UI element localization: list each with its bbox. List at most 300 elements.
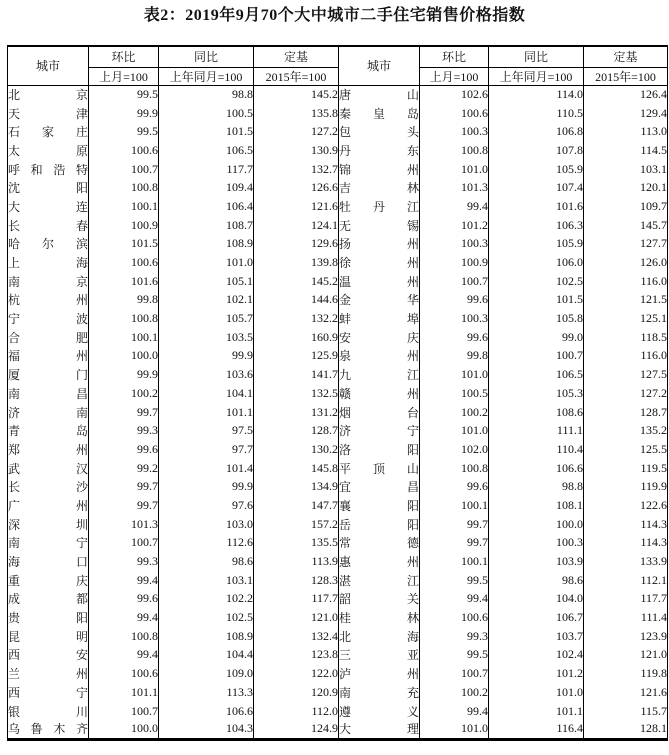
- yoy-cell: 106.6: [159, 702, 254, 721]
- yoy-cell: 100.0: [489, 515, 584, 534]
- city-cell: [339, 720, 420, 739]
- city-name: 广州: [8, 498, 88, 513]
- base-cell: 135.8: [254, 104, 339, 123]
- header-yoy-right: 同比: [489, 46, 584, 67]
- city-cell: [339, 253, 420, 272]
- city-cell: [8, 235, 89, 254]
- city-name: 成都: [8, 592, 88, 607]
- city-cell: [8, 571, 89, 590]
- base-cell: 109.7: [584, 197, 668, 216]
- table-row: [8, 571, 668, 590]
- table-row: [8, 328, 668, 347]
- mom-cell: 101.0: [420, 365, 489, 384]
- mom-cell: 99.7: [89, 403, 159, 422]
- yoy-cell: 105.3: [489, 384, 584, 403]
- yoy-cell: 101.1: [489, 702, 584, 721]
- base-cell: 128.3: [254, 571, 339, 590]
- base-cell: 114.5: [584, 141, 668, 160]
- table-row: [8, 590, 668, 609]
- yoy-cell: 109.0: [159, 664, 254, 683]
- base-cell: 123.8: [254, 646, 339, 665]
- yoy-cell: 114.0: [489, 85, 584, 104]
- city-name: 岳阳: [339, 517, 419, 532]
- yoy-cell: 97.7: [159, 440, 254, 459]
- city-name: 西安: [8, 648, 88, 663]
- city-name: 宁波: [8, 312, 88, 327]
- yoy-cell: 97.5: [159, 421, 254, 440]
- mom-cell: 101.2: [420, 216, 489, 235]
- city-name: 天津: [8, 106, 88, 121]
- base-cell: 132.5: [254, 384, 339, 403]
- yoy-cell: 98.6: [159, 552, 254, 571]
- mom-cell: 101.5: [89, 235, 159, 254]
- base-cell: 129.4: [584, 104, 668, 123]
- mom-cell: 100.3: [420, 235, 489, 254]
- city-name: 海口: [8, 555, 88, 570]
- base-cell: 121.0: [254, 608, 339, 627]
- city-cell: [339, 178, 420, 197]
- mom-cell: 100.7: [89, 534, 159, 553]
- subheader-base-right: 2015年=100: [584, 67, 668, 85]
- table-row: [8, 309, 668, 328]
- city-cell: [8, 459, 89, 478]
- yoy-cell: 101.1: [159, 403, 254, 422]
- base-cell: 145.7: [584, 216, 668, 235]
- city-name: 包头: [339, 125, 419, 140]
- base-cell: 113.0: [584, 122, 668, 141]
- base-cell: 135.5: [254, 534, 339, 553]
- table-row: [8, 216, 668, 235]
- city-name: 杭州: [8, 293, 88, 308]
- mom-cell: 100.8: [420, 141, 489, 160]
- table-row: [8, 272, 668, 291]
- mom-cell: 101.6: [89, 272, 159, 291]
- mom-cell: 101.1: [89, 683, 159, 702]
- mom-cell: 99.4: [420, 197, 489, 216]
- base-cell: 112.0: [254, 702, 339, 721]
- mom-cell: 100.2: [420, 403, 489, 422]
- city-cell: [8, 421, 89, 440]
- city-name: 唐山: [339, 88, 419, 103]
- base-cell: 124.9: [254, 720, 339, 739]
- city-name: 南充: [339, 685, 419, 700]
- yoy-cell: 106.7: [489, 608, 584, 627]
- table-row: [8, 646, 668, 665]
- mom-cell: 100.2: [89, 384, 159, 403]
- mom-cell: 100.8: [89, 178, 159, 197]
- table-row: [8, 178, 668, 197]
- yoy-cell: 102.4: [489, 646, 584, 665]
- base-cell: 111.4: [584, 608, 668, 627]
- city-cell: [8, 608, 89, 627]
- mom-cell: 100.7: [89, 702, 159, 721]
- city-name: 武汉: [8, 461, 88, 476]
- yoy-cell: 100.5: [159, 104, 254, 123]
- mom-cell: 100.2: [420, 683, 489, 702]
- mom-cell: 100.3: [420, 309, 489, 328]
- mom-cell: 99.6: [89, 440, 159, 459]
- mom-cell: 100.9: [89, 216, 159, 235]
- city-name: 金华: [339, 293, 419, 308]
- mom-cell: 99.4: [89, 608, 159, 627]
- mom-cell: 100.1: [89, 328, 159, 347]
- city-name: 韶关: [339, 592, 419, 607]
- city-name: 呼和浩特: [8, 162, 88, 177]
- mom-cell: 99.6: [420, 328, 489, 347]
- base-cell: 127.2: [584, 384, 668, 403]
- base-cell: 141.7: [254, 365, 339, 384]
- city-cell: [339, 571, 420, 590]
- table-row: [8, 347, 668, 366]
- yoy-cell: 101.0: [159, 253, 254, 272]
- base-cell: 103.1: [584, 160, 668, 179]
- city-cell: [339, 552, 420, 571]
- yoy-cell: 104.1: [159, 384, 254, 403]
- city-name: 深圳: [8, 517, 88, 532]
- base-cell: 126.0: [584, 253, 668, 272]
- city-name: 赣州: [339, 386, 419, 401]
- table-row: [8, 104, 668, 123]
- base-cell: 119.8: [584, 664, 668, 683]
- mom-cell: 99.6: [420, 291, 489, 310]
- city-cell: [339, 104, 420, 123]
- table-row: [8, 440, 668, 459]
- yoy-cell: 107.8: [489, 141, 584, 160]
- city-cell: [8, 590, 89, 609]
- city-cell: [339, 85, 420, 104]
- mom-cell: 100.7: [89, 160, 159, 179]
- base-cell: 119.9: [584, 477, 668, 496]
- mom-cell: 99.4: [89, 646, 159, 665]
- city-cell: [339, 365, 420, 384]
- mom-cell: 101.0: [420, 421, 489, 440]
- city-cell: [339, 235, 420, 254]
- yoy-cell: 101.6: [489, 197, 584, 216]
- base-cell: 121.6: [254, 197, 339, 216]
- table-row: [8, 627, 668, 646]
- yoy-cell: 108.1: [489, 496, 584, 515]
- city-name: 合肥: [8, 330, 88, 345]
- yoy-cell: 105.7: [159, 309, 254, 328]
- base-cell: 113.9: [254, 552, 339, 571]
- city-cell: [339, 216, 420, 235]
- subheader-mom-right: 上月=100: [420, 67, 489, 85]
- city-name: 秦皇岛: [339, 106, 419, 121]
- city-cell: [339, 403, 420, 422]
- city-name: 蚌埠: [339, 312, 419, 327]
- mom-cell: 99.6: [89, 590, 159, 609]
- mom-cell: 99.4: [89, 571, 159, 590]
- yoy-cell: 104.3: [159, 720, 254, 739]
- city-name: 南京: [8, 274, 88, 289]
- table-row: [8, 515, 668, 534]
- yoy-cell: 106.0: [489, 253, 584, 272]
- yoy-cell: 110.4: [489, 440, 584, 459]
- city-name: 扬州: [339, 237, 419, 252]
- mom-cell: 99.5: [89, 85, 159, 104]
- mom-cell: 100.8: [89, 627, 159, 646]
- base-cell: 126.6: [254, 178, 339, 197]
- yoy-cell: 103.6: [159, 365, 254, 384]
- yoy-cell: 99.0: [489, 328, 584, 347]
- base-cell: 121.0: [584, 646, 668, 665]
- city-cell: [8, 440, 89, 459]
- mom-cell: 101.0: [420, 160, 489, 179]
- table-row: [8, 160, 668, 179]
- city-name: 安庆: [339, 330, 419, 345]
- yoy-cell: 106.4: [159, 197, 254, 216]
- city-name: 三亚: [339, 648, 419, 663]
- subheader-mom-left: 上月=100: [89, 67, 159, 85]
- yoy-cell: 101.5: [159, 122, 254, 141]
- base-cell: 120.9: [254, 683, 339, 702]
- mom-cell: 99.7: [89, 477, 159, 496]
- city-name: 泉州: [339, 349, 419, 364]
- base-cell: 121.5: [584, 291, 668, 310]
- header-base-right: 定基: [584, 46, 668, 67]
- yoy-cell: 107.4: [489, 178, 584, 197]
- city-cell: [8, 272, 89, 291]
- city-name: 哈尔滨: [8, 237, 88, 252]
- mom-cell: 100.9: [420, 253, 489, 272]
- city-name: 上海: [8, 256, 88, 271]
- base-cell: 157.2: [254, 515, 339, 534]
- price-index-table: [7, 45, 668, 741]
- mom-cell: 99.5: [420, 571, 489, 590]
- city-name: 太原: [8, 143, 88, 158]
- city-cell: [8, 477, 89, 496]
- base-cell: 145.8: [254, 459, 339, 478]
- base-cell: 134.9: [254, 477, 339, 496]
- city-name: 银川: [8, 704, 88, 719]
- table-row: [8, 534, 668, 553]
- yoy-cell: 106.6: [489, 459, 584, 478]
- base-cell: 122.0: [254, 664, 339, 683]
- table-row: [8, 664, 668, 683]
- yoy-cell: 99.9: [159, 477, 254, 496]
- base-cell: 132.7: [254, 160, 339, 179]
- city-name: 青岛: [8, 424, 88, 439]
- city-name: 济宁: [339, 424, 419, 439]
- city-name: 南宁: [8, 536, 88, 551]
- city-name: 九江: [339, 368, 419, 383]
- yoy-cell: 103.1: [159, 571, 254, 590]
- mom-cell: 99.3: [89, 552, 159, 571]
- city-cell: [339, 496, 420, 515]
- city-name: 长沙: [8, 480, 88, 495]
- header-city-left: 城市: [8, 46, 89, 85]
- yoy-cell: 103.5: [159, 328, 254, 347]
- base-cell: 122.6: [584, 496, 668, 515]
- city-name: 襄阳: [339, 498, 419, 513]
- yoy-cell: 101.2: [489, 664, 584, 683]
- city-name: 大连: [8, 199, 88, 214]
- table-row: [8, 365, 668, 384]
- city-name: 沈阳: [8, 181, 88, 196]
- yoy-cell: 110.5: [489, 104, 584, 123]
- base-cell: 135.2: [584, 421, 668, 440]
- header-city-right: 城市: [339, 46, 420, 85]
- city-cell: [8, 515, 89, 534]
- city-name: 锦州: [339, 162, 419, 177]
- city-name: 无锡: [339, 218, 419, 233]
- mom-cell: 99.8: [420, 347, 489, 366]
- subheader-yoy-right: 上年同月=100: [489, 67, 584, 85]
- table-row: [8, 683, 668, 702]
- yoy-cell: 109.4: [159, 178, 254, 197]
- base-cell: 115.7: [584, 702, 668, 721]
- city-cell: [339, 272, 420, 291]
- city-cell: [8, 627, 89, 646]
- city-cell: [339, 328, 420, 347]
- base-cell: 121.6: [584, 683, 668, 702]
- yoy-cell: 98.6: [489, 571, 584, 590]
- city-cell: [8, 197, 89, 216]
- header-base-left: 定基: [254, 46, 339, 67]
- base-cell: 139.8: [254, 253, 339, 272]
- city-cell: [8, 160, 89, 179]
- table-row: [8, 459, 668, 478]
- base-cell: 117.7: [254, 590, 339, 609]
- city-name: 丹东: [339, 143, 419, 158]
- mom-cell: 100.3: [420, 122, 489, 141]
- city-name: 洛阳: [339, 442, 419, 457]
- city-name: 常德: [339, 536, 419, 551]
- city-cell: [339, 421, 420, 440]
- mom-cell: 100.7: [420, 664, 489, 683]
- city-name: 福州: [8, 349, 88, 364]
- city-cell: [8, 496, 89, 515]
- city-cell: [339, 477, 420, 496]
- table-row: [8, 122, 668, 141]
- city-cell: [339, 702, 420, 721]
- yoy-cell: 105.9: [489, 160, 584, 179]
- city-name: 西宁: [8, 685, 88, 700]
- table-title: 表2：2019年9月70个大中城市二手住宅销售价格指数: [143, 7, 526, 24]
- base-cell: 124.1: [254, 216, 339, 235]
- city-cell: [339, 291, 420, 310]
- city-cell: [339, 141, 420, 160]
- base-cell: 120.1: [584, 178, 668, 197]
- base-cell: 123.9: [584, 627, 668, 646]
- base-cell: 128.7: [254, 421, 339, 440]
- base-cell: 145.2: [254, 85, 339, 104]
- base-cell: 130.9: [254, 141, 339, 160]
- table-row: [8, 141, 668, 160]
- base-cell: 118.5: [584, 328, 668, 347]
- yoy-cell: 101.5: [489, 291, 584, 310]
- mom-cell: 100.1: [420, 496, 489, 515]
- table-row: [8, 235, 668, 254]
- city-cell: [339, 309, 420, 328]
- table-row: [8, 403, 668, 422]
- yoy-cell: 108.9: [159, 627, 254, 646]
- mom-cell: 99.3: [89, 421, 159, 440]
- city-cell: [8, 646, 89, 665]
- yoy-cell: 108.7: [159, 216, 254, 235]
- base-cell: 126.4: [584, 85, 668, 104]
- mom-cell: 99.7: [89, 496, 159, 515]
- yoy-cell: 117.7: [159, 160, 254, 179]
- mom-cell: 99.5: [89, 122, 159, 141]
- table-header: [8, 46, 668, 85]
- yoy-cell: 102.5: [489, 272, 584, 291]
- city-cell: [8, 403, 89, 422]
- city-cell: [8, 683, 89, 702]
- header-mom-left: 环比: [89, 46, 159, 67]
- city-name: 桂林: [339, 611, 419, 626]
- base-cell: 131.2: [254, 403, 339, 422]
- mom-cell: 99.5: [420, 646, 489, 665]
- yoy-cell: 101.0: [489, 683, 584, 702]
- mom-cell: 100.8: [420, 459, 489, 478]
- base-cell: 117.7: [584, 590, 668, 609]
- base-cell: 125.5: [584, 440, 668, 459]
- city-name: 遵义: [339, 704, 419, 719]
- city-cell: [339, 534, 420, 553]
- mom-cell: 100.5: [420, 384, 489, 403]
- base-cell: 144.6: [254, 291, 339, 310]
- yoy-cell: 104.4: [159, 646, 254, 665]
- city-cell: [8, 365, 89, 384]
- header-yoy-left: 同比: [159, 46, 254, 67]
- city-cell: [339, 440, 420, 459]
- city-cell: [339, 384, 420, 403]
- base-cell: 132.2: [254, 309, 339, 328]
- base-cell: 116.0: [584, 272, 668, 291]
- mom-cell: 99.6: [420, 477, 489, 496]
- city-name: 北海: [339, 629, 419, 644]
- city-cell: [8, 720, 89, 739]
- city-name: 厦门: [8, 368, 88, 383]
- city-cell: [339, 122, 420, 141]
- table-row: [8, 291, 668, 310]
- table-row: [8, 720, 668, 739]
- mom-cell: 102.6: [420, 85, 489, 104]
- yoy-cell: 101.4: [159, 459, 254, 478]
- city-cell: [8, 85, 89, 104]
- mom-cell: 99.4: [420, 702, 489, 721]
- yoy-cell: 103.7: [489, 627, 584, 646]
- base-cell: 132.4: [254, 627, 339, 646]
- mom-cell: 100.0: [89, 720, 159, 739]
- base-cell: 127.5: [584, 365, 668, 384]
- base-cell: 125.9: [254, 347, 339, 366]
- yoy-cell: 97.6: [159, 496, 254, 515]
- base-cell: 128.1: [584, 720, 668, 739]
- city-cell: [339, 515, 420, 534]
- base-cell: 130.2: [254, 440, 339, 459]
- city-cell: [339, 608, 420, 627]
- mom-cell: 99.9: [89, 104, 159, 123]
- city-name: 昆明: [8, 629, 88, 644]
- table-row: [8, 384, 668, 403]
- city-cell: [8, 291, 89, 310]
- mom-cell: 102.0: [420, 440, 489, 459]
- mom-cell: 101.3: [420, 178, 489, 197]
- yoy-cell: 108.9: [159, 235, 254, 254]
- city-name: 南昌: [8, 386, 88, 401]
- mom-cell: 99.7: [420, 534, 489, 553]
- mom-cell: 100.1: [420, 552, 489, 571]
- base-cell: 160.9: [254, 328, 339, 347]
- base-cell: 125.1: [584, 309, 668, 328]
- city-name: 郑州: [8, 442, 88, 457]
- city-cell: [8, 178, 89, 197]
- city-name: 济南: [8, 405, 88, 420]
- yoy-cell: 106.3: [489, 216, 584, 235]
- yoy-cell: 116.4: [489, 720, 584, 739]
